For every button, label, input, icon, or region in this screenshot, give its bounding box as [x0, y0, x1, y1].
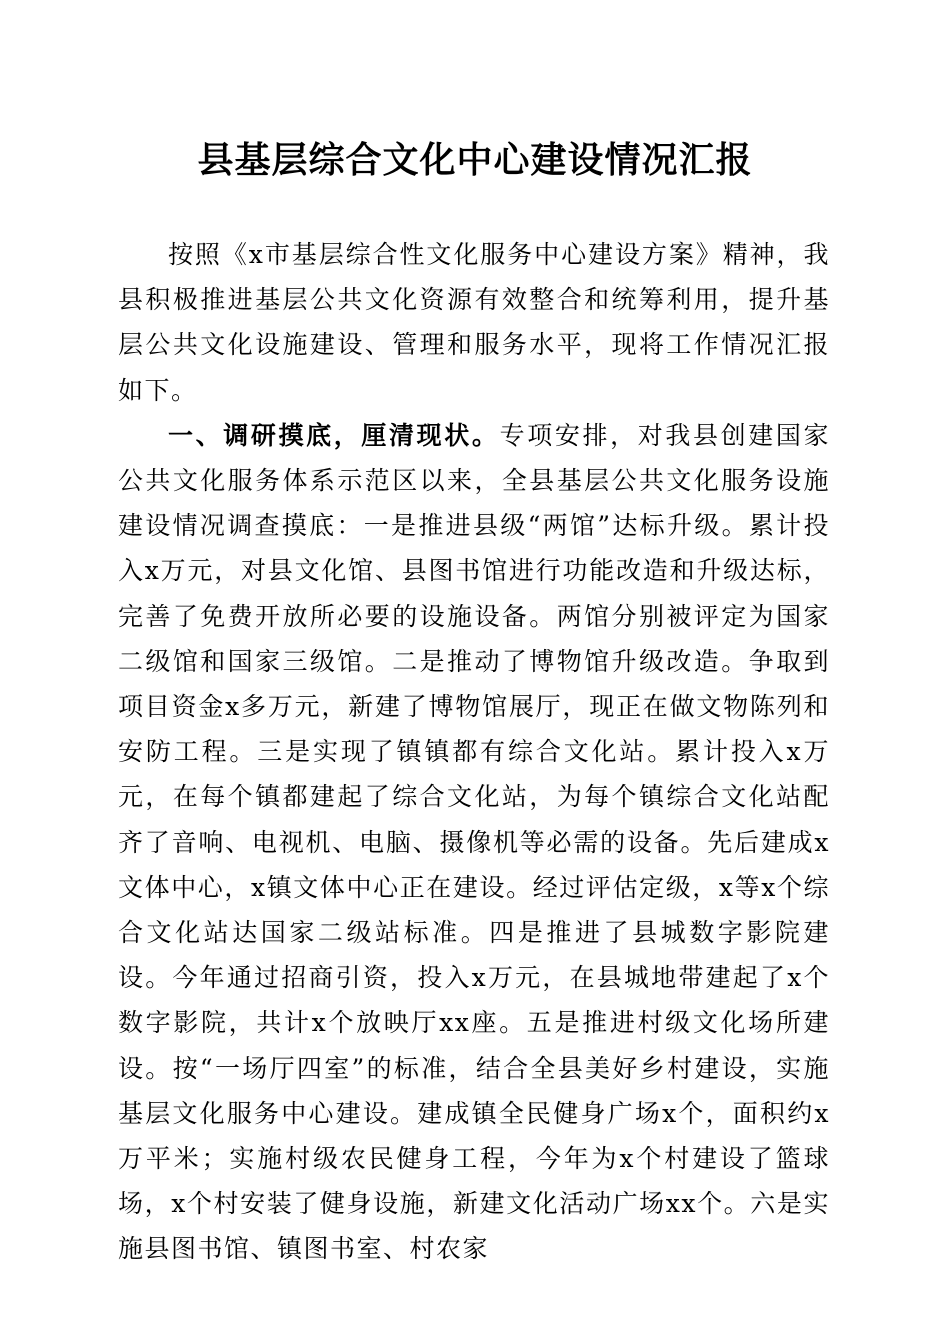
- intro-paragraph-text: 按照《x市基层综合性文化服务中心建设方案》精神，我县积极推进基层公共文化资源有效整合和统筹利用，提升基层公共文化设施建设、管理和服务水平，现将工作情况汇报如下。: [118, 240, 830, 405]
- section-one-paragraph: [118, 413, 830, 1272]
- document-title: 县基层综合文化中心建设情况汇报: [197, 139, 753, 181]
- document-body: [118, 232, 830, 1272]
- section-one-heading: 一、调研摸底，厘清现状。: [168, 420, 500, 450]
- intro-paragraph: [118, 232, 830, 413]
- section-one-text: 专项安排，对我县创建国家公共文化服务体系示范区以来，全县基层公共文化服务设施建设情况调查摸底：一是推进县级“两馆”达标升级。累计投入x万元，对县文化馆、县图书馆进行功能改造和升级达标，完善了免费开放所必要的设施设备。两馆分别被评定为国家二级馆和国家三级馆。二是推动了博物馆升级改造。争取到项目资金x多万元，新建了博物馆展厅，现正在做文物陈列和安防工程。三是实现了镇镇都有综合文化站。累计投入x万元，在每个镇都建起了综合文化站，为每个镇综合文化站配齐了音响、电视机、电脑、摄像机等必需的设备。先后建成x文体中心，x镇文体中心正在建设。经过评估定级，x等x个综合文化站达国家二级站标准。四是推进了县城数字影院建设。今年通过招商引资，投入x万元，在县城地带建起了x个数字影院，共计x个放映厅xx座。五是推进村级文化场所建设。按“一场厅四室”的标准，结合全县美好乡村建设，实施基层文化服务中心建设。建成镇全民健身广场x个，面积约x万平米；实施村级农民健身工程，今年为x个村建设了篮球场，x个村安装了健身设施，新建文化活动广场xx个。六是实施县图书馆、镇图书室、村农家: [118, 420, 830, 1264]
